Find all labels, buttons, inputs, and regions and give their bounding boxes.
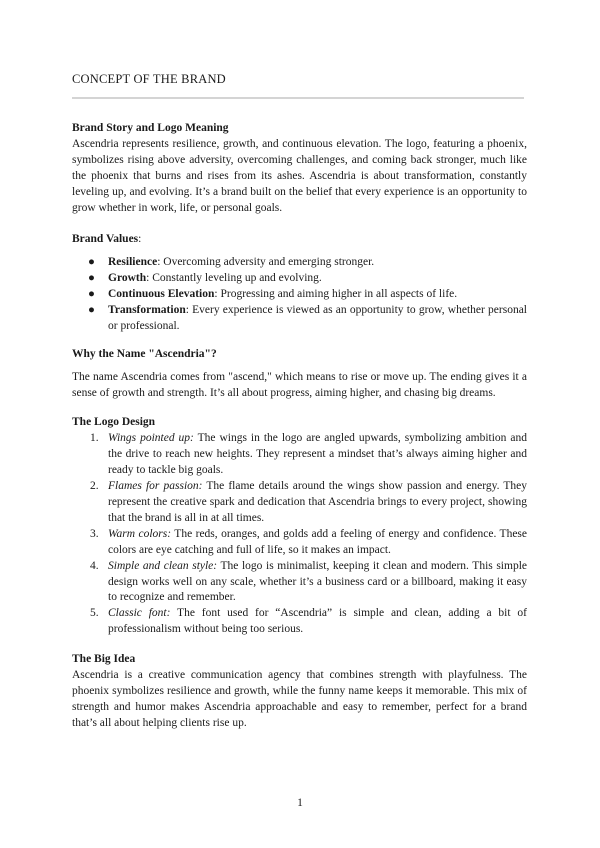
logo-design-list: [72, 431, 527, 638]
list-item: [72, 606, 527, 638]
brand-story-section: [72, 121, 527, 216]
name-origin-paragraph: The name Ascendria comes from "ascend," which means to rise or move up. The ending gives it a sense of growth and strength. It’s all about progress, aiming higher, and chasing big dreams.: [72, 370, 527, 399]
item-text: The font used for “Ascendria” is simple and clean, adding a bit of professionalism without being too serious.: [108, 607, 527, 636]
value-term: Resilience: [108, 256, 158, 269]
bullet-icon: ●: [88, 272, 95, 285]
list-item: [72, 479, 527, 527]
item-term: Warm colors:: [108, 527, 172, 540]
list-item: [72, 287, 527, 303]
brand-values-heading: [72, 232, 527, 248]
value-text: : Overcoming adversity and emerging stronger.: [157, 256, 375, 269]
item-term: Wings pointed up:: [108, 432, 194, 445]
item-text: The wings in the logo are angled upwards, symbolizing ambition and the drive to reach new heights. They represent a mindset that’s always aiming higher and ready to tackle big goals.: [108, 432, 527, 477]
value-text: : Constantly leveling up and evolving.: [146, 272, 322, 285]
item-number: 4.: [90, 559, 99, 572]
brand-story-paragraph: Ascendria represents resilience, growth, and continuous elevation. The logo, featuring a phoenix, symbolizes rising above adversity, overcoming challenges, and coming back stronger, much like the phoenix that burns and rises from its ashes. Ascendria is about transformation, constantly leveling up, and evolving. It’s a brand built on the belief that every experience is an opportunity to grow whether in work, life, or personal goals.: [72, 137, 527, 214]
brand-story-heading: Brand Story and Logo Meaning: [72, 122, 229, 134]
item-text: The reds, oranges, and golds add a feeling of energy and confidence. These colors are eye catching and full of life, so it makes an impact.: [108, 527, 528, 556]
page-number: 1: [297, 797, 303, 809]
list-item: [72, 559, 527, 607]
list-item: [72, 255, 527, 271]
bullet-icon: ●: [88, 256, 95, 269]
document-title: CONCEPT OF THE BRAND: [72, 72, 226, 86]
bullet-icon: ●: [88, 288, 95, 301]
name-origin-heading: Why the Name "Ascendria"?: [72, 347, 217, 360]
item-number: 5.: [90, 607, 99, 620]
list-item: [72, 527, 527, 559]
value-term: Continuous Elevation: [108, 288, 215, 301]
item-number: 2.: [90, 480, 99, 493]
value-text: : Progressing and aiming higher in all aspects of life.: [214, 288, 458, 301]
brand-values-heading-colon: :: [138, 233, 142, 246]
item-text: The logo is minimalist, keeping it clean and modern. This simple design works well on any scale, whether it’s a business card or a billboard, making it easy to recognize and remember.: [108, 559, 528, 604]
item-term: Simple and clean style:: [108, 559, 218, 572]
document-body: [72, 121, 527, 732]
bullet-icon: ●: [88, 303, 95, 316]
brand-values-heading-text: Brand Values: [72, 233, 139, 246]
item-text: The flame details around the wings show passion and energy. They represent the creative spark and dedication that Ascendria brings to every project, showing that the brand is all in at all times.: [108, 480, 527, 524]
item-term: Flames for passion:: [108, 480, 203, 493]
list-item: [72, 431, 527, 479]
big-idea-heading: The Big Idea: [72, 653, 136, 666]
big-idea-paragraph: Ascendria is a creative communication agency that combines strength with playfulness. The phoenix symbolizes resilience and growth, while the funny name keeps it memorable. This mix of strength and humor makes Ascendria approachable and easy to remember, perfect for a brand that’s all about helping clients rise up.: [72, 669, 527, 729]
value-term: Growth: [108, 272, 147, 285]
value-text: : Every experience is viewed as an opportunity to grow, whether personal or professional.: [108, 303, 527, 332]
item-term: Classic font:: [108, 607, 171, 620]
big-idea-section: [72, 652, 527, 732]
value-term: Transformation: [108, 303, 186, 316]
item-number: 3.: [90, 527, 99, 540]
title-divider: [72, 97, 524, 99]
list-item: [72, 271, 527, 287]
item-number: 1.: [90, 432, 99, 445]
logo-design-section: [72, 415, 527, 638]
brand-values-list: [72, 255, 527, 335]
list-item: [72, 303, 527, 335]
brand-values-section: [72, 232, 527, 334]
name-origin-section: [72, 347, 527, 402]
logo-design-heading: The Logo Design: [72, 416, 156, 429]
